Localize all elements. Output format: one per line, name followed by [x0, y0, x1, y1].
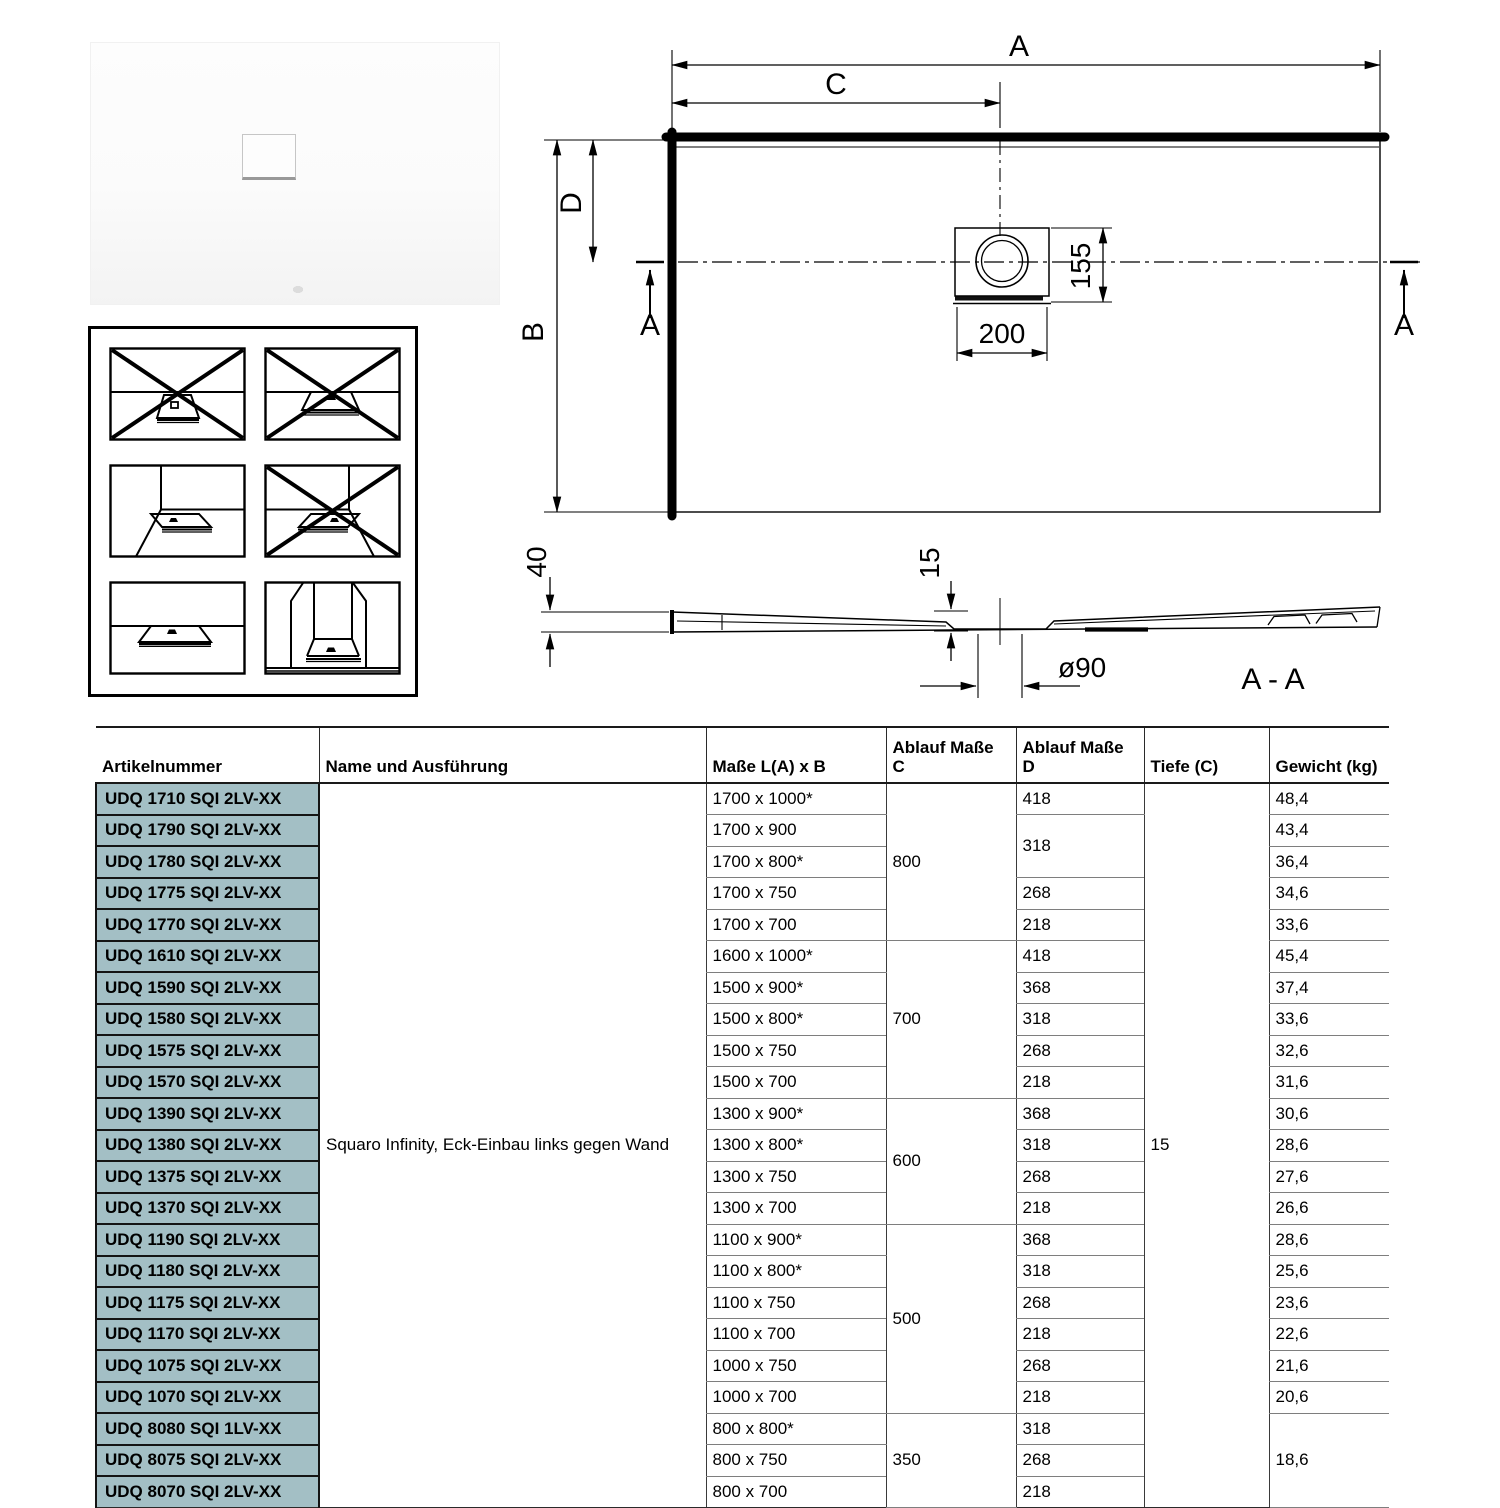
- diagram-corner-left-icon: [109, 464, 246, 558]
- column-header-3: Ablauf Maße C: [886, 727, 1016, 783]
- spec-table: [95, 726, 1389, 1508]
- article-number-cell: UDQ 1075 SQI 2LV-XX: [96, 1350, 319, 1382]
- article-number-cell: UDQ 1775 SQI 2LV-XX: [96, 878, 319, 910]
- article-number-cell: UDQ 8075 SQI 2LV-XX: [96, 1445, 319, 1477]
- article-number-cell: UDQ 1780 SQI 2LV-XX: [96, 846, 319, 878]
- technical-drawing: [500, 20, 1480, 720]
- weight-cell: 22,6: [1269, 1319, 1389, 1351]
- column-header-4: Ablauf Maße D: [1016, 727, 1144, 783]
- dim-40-label: 40: [521, 546, 552, 578]
- drain-d-cell: 268: [1016, 1287, 1144, 1319]
- article-number-cell: UDQ 1370 SQI 2LV-XX: [96, 1193, 319, 1225]
- drain-d-cell: 218: [1016, 1319, 1144, 1351]
- dimensions-cell: 800 x 750: [706, 1445, 886, 1477]
- drain-d-cell: 218: [1016, 1193, 1144, 1225]
- dim-b-label: B: [517, 321, 550, 343]
- dimensions-cell: 1500 x 750: [706, 1035, 886, 1067]
- article-number-cell: UDQ 1180 SQI 2LV-XX: [96, 1256, 319, 1288]
- dimensions-cell: 1700 x 700: [706, 909, 886, 941]
- brand-logo-icon: [290, 284, 306, 295]
- dimensions-cell: 1500 x 700: [706, 1067, 886, 1099]
- table-header-row: [96, 727, 1389, 783]
- diagram-wall-back-icon: [109, 581, 246, 675]
- dim-200-label: 200: [978, 318, 1026, 349]
- dimensions-cell: 1300 x 800*: [706, 1130, 886, 1162]
- dimensions-cell: 1700 x 750: [706, 878, 886, 910]
- drain-cover: [242, 134, 296, 180]
- table-body: [96, 783, 1389, 1507]
- dimensions-cell: 1300 x 700: [706, 1193, 886, 1225]
- dimensions-cell: 1100 x 800*: [706, 1256, 886, 1288]
- product-name-cell: Squaro Infinity, Eck-Einbau links gegen Wand: [319, 783, 706, 1507]
- drain-d-cell: 218: [1016, 1067, 1144, 1099]
- dimensions-cell: 1600 x 1000*: [706, 941, 886, 973]
- weight-cell: 18,6: [1269, 1413, 1389, 1507]
- drain-d-cell: 318: [1016, 1130, 1144, 1162]
- weight-cell: 45,4: [1269, 941, 1389, 973]
- weight-cell: 34,6: [1269, 878, 1389, 910]
- dimensions-cell: 1500 x 800*: [706, 1004, 886, 1036]
- dimensions-cell: 800 x 800*: [706, 1413, 886, 1445]
- dim-d-label: D: [555, 192, 588, 214]
- weight-cell: 33,6: [1269, 1004, 1389, 1036]
- drain-d-cell: 268: [1016, 1161, 1144, 1193]
- article-number-cell: UDQ 8070 SQI 2LV-XX: [96, 1476, 319, 1507]
- article-number-cell: UDQ 1570 SQI 2LV-XX: [96, 1067, 319, 1099]
- drain-d-cell: 218: [1016, 1382, 1144, 1414]
- drain-c-cell: 500: [886, 1224, 1016, 1413]
- article-number-cell: UDQ 1070 SQI 2LV-XX: [96, 1382, 319, 1414]
- article-number-cell: UDQ 1175 SQI 2LV-XX: [96, 1287, 319, 1319]
- drain-d-cell: 368: [1016, 972, 1144, 1004]
- section-profile: [672, 598, 1380, 645]
- article-number-cell: UDQ 1390 SQI 2LV-XX: [96, 1098, 319, 1130]
- weight-cell: 32,6: [1269, 1035, 1389, 1067]
- article-number-cell: UDQ 1170 SQI 2LV-XX: [96, 1319, 319, 1351]
- drain-d-cell: 268: [1016, 878, 1144, 910]
- dimensions-cell: 1100 x 900*: [706, 1224, 886, 1256]
- drain-detail: [953, 228, 1051, 304]
- article-number-cell: UDQ 1380 SQI 2LV-XX: [96, 1130, 319, 1162]
- dim-155-label: 155: [1065, 242, 1096, 290]
- section-name-label: A - A: [1241, 663, 1305, 696]
- dimensions-cell: 1000 x 700: [706, 1382, 886, 1414]
- diagram-corner-right-icon: [264, 464, 401, 558]
- weight-cell: 30,6: [1269, 1098, 1389, 1130]
- section-marker-a-right: A: [1393, 309, 1415, 342]
- dim-15-label: 15: [914, 547, 945, 579]
- column-header-2: Maße L(A) x B: [706, 727, 886, 783]
- diagram-freestanding-icon: [109, 347, 246, 441]
- drain-d-cell: 368: [1016, 1224, 1144, 1256]
- dimensions-cell: 800 x 700: [706, 1476, 886, 1507]
- column-header-6: Gewicht (kg): [1269, 727, 1389, 783]
- drain-d-cell: 318: [1016, 1256, 1144, 1288]
- weight-cell: 28,6: [1269, 1130, 1389, 1162]
- weight-cell: 23,6: [1269, 1287, 1389, 1319]
- dimensions-cell: 1300 x 750: [706, 1161, 886, 1193]
- plan-tray-outline: [672, 137, 1380, 512]
- weight-cell: 20,6: [1269, 1382, 1389, 1414]
- dimensions-cell: 1100 x 750: [706, 1287, 886, 1319]
- diagram-niche-icon: [264, 581, 401, 675]
- article-number-cell: UDQ 1710 SQI 2LV-XX: [96, 783, 319, 815]
- dimensions-cell: 1100 x 700: [706, 1319, 886, 1351]
- weight-cell: 36,4: [1269, 846, 1389, 878]
- dimensions-cell: 1700 x 800*: [706, 846, 886, 878]
- article-number-cell: UDQ 1610 SQI 2LV-XX: [96, 941, 319, 973]
- article-number-cell: UDQ 1580 SQI 2LV-XX: [96, 1004, 319, 1036]
- spec-table-wrapper: [95, 726, 1389, 1508]
- drain-c-cell: 800: [886, 783, 1016, 941]
- weight-cell: 37,4: [1269, 972, 1389, 1004]
- weight-cell: 31,6: [1269, 1067, 1389, 1099]
- weight-cell: 27,6: [1269, 1161, 1389, 1193]
- weight-cell: 43,4: [1269, 815, 1389, 847]
- dimensions-cell: 1300 x 900*: [706, 1098, 886, 1130]
- drain-d-cell: 268: [1016, 1445, 1144, 1477]
- drain-c-cell: 700: [886, 941, 1016, 1099]
- drain-d-cell: 268: [1016, 1035, 1144, 1067]
- article-number-cell: UDQ 1770 SQI 2LV-XX: [96, 909, 319, 941]
- article-number-cell: UDQ 1590 SQI 2LV-XX: [96, 972, 319, 1004]
- column-header-1: Name und Ausführung: [319, 727, 706, 783]
- section-marker-a-left: A: [639, 309, 661, 342]
- column-header-0: Artikelnummer: [96, 727, 319, 783]
- drain-d-cell: 418: [1016, 783, 1144, 815]
- dim-c-label: C: [825, 68, 847, 101]
- diagram-against-wall-icon: [264, 347, 401, 441]
- table-row: [96, 783, 1389, 815]
- dim-a-label: A: [1008, 30, 1030, 63]
- column-header-5: Tiefe (C): [1144, 727, 1269, 783]
- drain-d-cell: 318: [1016, 815, 1144, 878]
- drain-d-cell: 368: [1016, 1098, 1144, 1130]
- drain-c-cell: 600: [886, 1098, 1016, 1224]
- weight-cell: 26,6: [1269, 1193, 1389, 1225]
- dimensions-cell: 1500 x 900*: [706, 972, 886, 1004]
- drain-d-cell: 318: [1016, 1413, 1144, 1445]
- dimensions-cell: 1700 x 900: [706, 815, 886, 847]
- drain-d-cell: 318: [1016, 1004, 1144, 1036]
- dim-diameter-label: ø90: [1058, 652, 1107, 683]
- article-number-cell: UDQ 1575 SQI 2LV-XX: [96, 1035, 319, 1067]
- installation-diagrams: [88, 326, 418, 697]
- article-number-cell: UDQ 1375 SQI 2LV-XX: [96, 1161, 319, 1193]
- article-number-cell: UDQ 1190 SQI 2LV-XX: [96, 1224, 319, 1256]
- dimensions-cell: 1000 x 750: [706, 1350, 886, 1382]
- dimensions-cell: 1700 x 1000*: [706, 783, 886, 815]
- depth-cell: 15: [1144, 783, 1269, 1507]
- weight-cell: 33,6: [1269, 909, 1389, 941]
- weight-cell: 25,6: [1269, 1256, 1389, 1288]
- drain-d-cell: 218: [1016, 1476, 1144, 1507]
- drain-c-cell: 350: [886, 1413, 1016, 1507]
- drain-d-cell: 418: [1016, 941, 1144, 973]
- article-number-cell: UDQ 8080 SQI 1LV-XX: [96, 1413, 319, 1445]
- product-photo: [90, 42, 500, 305]
- drain-d-cell: 218: [1016, 909, 1144, 941]
- article-number-cell: UDQ 1790 SQI 2LV-XX: [96, 815, 319, 847]
- weight-cell: 28,6: [1269, 1224, 1389, 1256]
- drain-d-cell: 268: [1016, 1350, 1144, 1382]
- weight-cell: 48,4: [1269, 783, 1389, 815]
- weight-cell: 21,6: [1269, 1350, 1389, 1382]
